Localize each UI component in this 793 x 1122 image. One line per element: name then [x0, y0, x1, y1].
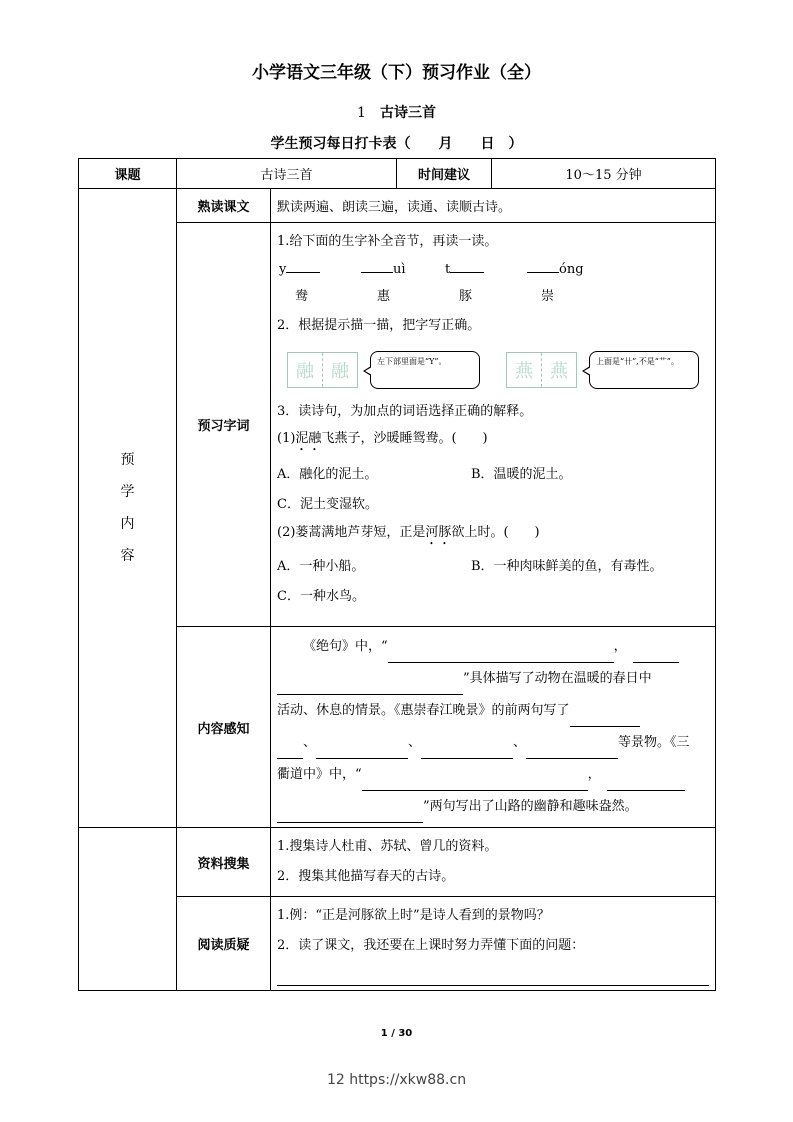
trace-char: 融 [331, 361, 349, 382]
pinyin-3: t [445, 262, 451, 277]
option[interactable]: C．一种水鸟。 [277, 589, 365, 604]
content-cell [271, 627, 716, 828]
content-text: 、 [408, 735, 422, 750]
q3-2-sentence [277, 520, 709, 548]
content-text: 活动、休息的情景。《惠崇春江晚景》的前两句写了 [277, 703, 570, 718]
collect-row [79, 828, 716, 897]
pinyin-2: uì [393, 262, 406, 277]
q3-1-prefix: (1) [277, 431, 296, 446]
pinyin-row [277, 257, 709, 283]
content-line-5 [277, 759, 709, 791]
question-label: 阅读质疑 [177, 897, 271, 991]
collect-item: 2．搜集其他描写春天的古诗。 [277, 869, 455, 884]
pinyin-blank[interactable] [450, 258, 484, 273]
q3-1-suffix: 飞燕子，沙暖睡鸳鸯。( ) [321, 431, 488, 446]
q3-1-options [277, 460, 709, 490]
question-item: 1.例：“正是河豚欲上时”是诗人看到的景物吗？ [277, 908, 550, 923]
side-char: 预 [120, 452, 135, 468]
q3-text: 3．读诗句，为加点的词语选择正确的解释。 [277, 404, 533, 419]
q3-1-dotted-word: 泥融 [295, 431, 322, 446]
answer-blank[interactable] [277, 806, 423, 823]
char-3: 豚 [459, 289, 473, 304]
trace-char: 燕 [550, 361, 568, 382]
side-blank [79, 828, 177, 897]
hint-bubble-2: 上面是“卄”,不是“艹”。 [589, 351, 699, 389]
pinyin-4: óng [559, 262, 584, 277]
collect-cell [271, 828, 716, 897]
content-line-3 [277, 695, 709, 727]
time-label: 时间建议 [397, 159, 492, 189]
answer-blank[interactable] [277, 678, 463, 695]
page-number: 1 / 30 [380, 1028, 413, 1039]
answer-blank[interactable] [277, 742, 303, 759]
q3-2-dotted-word: 河豚 [425, 525, 452, 540]
answer-blank[interactable] [362, 774, 588, 791]
answer-blank[interactable] [526, 742, 618, 759]
option[interactable]: A．一种小船。 [277, 559, 365, 574]
option[interactable]: C．泥土变湿软。 [277, 497, 378, 512]
preview-table [78, 158, 716, 991]
time-value: 10～15 分钟 [492, 159, 716, 189]
content-text: 等景物。《三 [618, 735, 690, 750]
trace-char: 燕 [507, 353, 542, 387]
answer-blank[interactable] [607, 774, 685, 791]
read-row [79, 189, 716, 223]
topic-label: 课题 [79, 159, 177, 189]
pinyin-1: y [279, 262, 287, 277]
watermark: 12 https://xkw88.cn [326, 1072, 467, 1088]
collect-item: 1.搜集诗人杜甫、苏轼、曾几的资料。 [277, 839, 498, 854]
answer-blank[interactable] [421, 742, 513, 759]
content-line-4 [277, 727, 709, 759]
q3-1-sentence [277, 425, 709, 454]
pinyin-blank[interactable] [286, 258, 320, 273]
answer-blank[interactable] [388, 646, 614, 663]
option[interactable]: B．一种肉味鲜美的鱼，有毒性。 [471, 559, 663, 574]
lesson-name: 古诗三首 [379, 105, 436, 121]
side-char: 学 [120, 484, 135, 500]
content-text: 、 [513, 735, 527, 750]
trace-char: 融 [288, 353, 323, 387]
trace-grid-2[interactable] [506, 352, 577, 388]
q3-2-prefix: (2)蒌蒿满地芦芽短，正是 [277, 525, 426, 540]
content-line-6 [277, 791, 709, 823]
trace-row [277, 341, 709, 399]
words-label: 预习字词 [177, 223, 271, 627]
content-text: 、 [303, 735, 317, 750]
char-2: 惠 [377, 289, 391, 304]
content-label: 内容感知 [177, 627, 271, 828]
answer-blank[interactable] [570, 710, 640, 727]
read-text: 默读两遍、朗读三遍，读通、读顺古诗。 [271, 189, 716, 223]
topic-value: 古诗三首 [177, 159, 397, 189]
option[interactable]: B．温暖的泥土。 [471, 467, 572, 482]
content-text: ， [587, 767, 601, 782]
q3-2-options [277, 552, 709, 582]
question-cell [271, 897, 716, 991]
char-4: 崇 [541, 289, 555, 304]
question-item: 2．读了课文，我还要在上课时努力弄懂下面的问题： [277, 938, 585, 953]
read-label: 熟读课文 [177, 189, 271, 223]
content-text: ”具体描写了动物在温暖的春日中 [463, 671, 652, 686]
lesson-number: 1 [357, 105, 366, 121]
pinyin-blank[interactable] [361, 258, 393, 273]
content-text: ”两句写出了山路的幽静和趣味盎然。 [423, 799, 638, 814]
checkin-card-title: 学生预习每日打卡表（ 月 日 ） [270, 136, 523, 152]
side-blank [79, 897, 177, 991]
answer-line[interactable] [277, 965, 709, 986]
content-text: 衢道中》中，“ [277, 767, 362, 782]
q3-2-suffix: 欲上时。( ) [451, 525, 540, 540]
answer-blank[interactable] [316, 742, 408, 759]
content-line-1 [277, 631, 709, 663]
header-row [79, 159, 716, 189]
collect-label: 资料搜集 [177, 828, 271, 897]
answer-blank[interactable] [633, 646, 679, 663]
side-char: 容 [120, 548, 135, 564]
content-text: ， [613, 639, 627, 654]
content-line-2 [277, 663, 709, 695]
hint-bubble-1: 左下部里面是“Y”。 [370, 351, 480, 389]
q1-text: 1.给下面的生字补全音节，再读一读。 [277, 234, 498, 249]
char-1: 鸯 [295, 289, 309, 304]
lesson-heading [0, 102, 793, 122]
content-text: 《绝句》中，“ [303, 639, 388, 654]
trace-grid-1[interactable] [287, 352, 358, 388]
q2-text: 2．根据提示描一描，把字写正确。 [277, 318, 481, 333]
side-label [79, 189, 177, 828]
words-cell [271, 223, 716, 627]
document-title: 小学语文三年级（下）预习作业（全） [252, 63, 541, 83]
pinyin-blank[interactable] [527, 258, 559, 273]
option[interactable]: A．融化的泥土。 [277, 467, 378, 482]
side-char: 内 [120, 516, 135, 532]
question-row [79, 897, 716, 991]
chars-row [277, 283, 709, 311]
